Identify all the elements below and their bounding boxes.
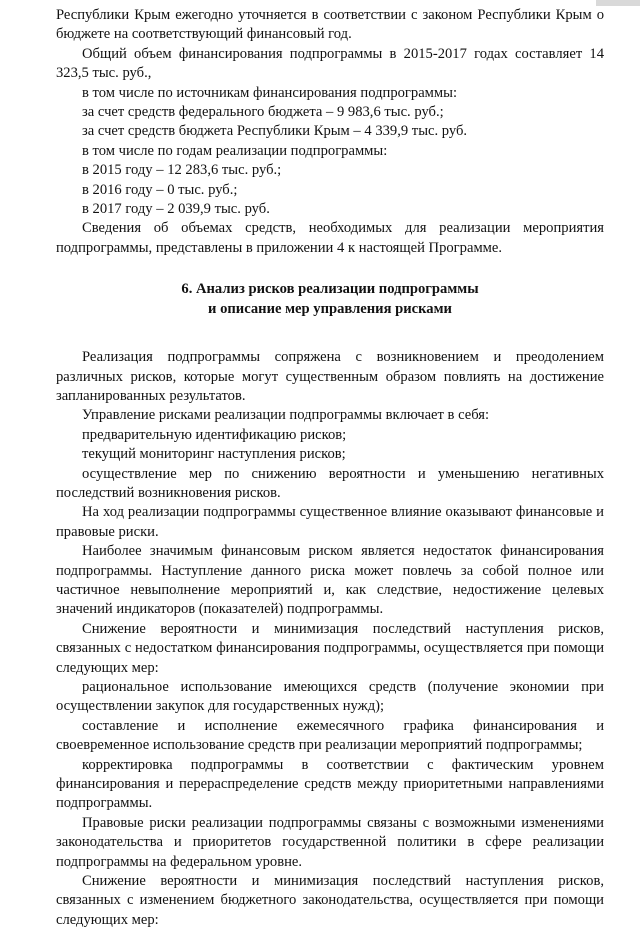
paragraph: Наиболее значимым финансовым риском является недостаток финансирования подпрограммы. Наступление данного риска может повлечь за собой полное или частичное невыполнение мероприятий и, как следствие, недостижение целевых значений индикаторов (показателей) подпрограммы. bbox=[56, 543, 604, 618]
paragraph: за счет средств бюджета Республики Крым – 4 339,9 тыс. руб. bbox=[82, 123, 468, 140]
paragraph: корректировка подпрограммы в соответствии с фактическим уровнем финансирования и перераспределение средств между приоритетными направлениями подпрограммы. bbox=[56, 756, 604, 812]
paragraph: На ход реализации подпрограммы существенное влияние оказывают финансовые и правовые риски. bbox=[56, 504, 604, 540]
paragraph: в 2016 году – 0 тыс. руб.; bbox=[82, 181, 238, 198]
paragraph: рациональное использование имеющихся средств (получение экономии при осуществлении закупок для государственных нужд); bbox=[56, 679, 604, 715]
paragraph: Республики Крым ежегодно уточняется в соответствии с законом Республики Крым о бюджете на соответствующий финансовый год. bbox=[56, 7, 604, 43]
paragraph: Реализация подпрограммы сопряжена с возникновением и преодолением различных рисков, которые могут существенным образом повлиять на достижение запланированных результатов. bbox=[56, 349, 604, 404]
paragraph: осуществление мер по снижению вероятности и уменьшению негативных последствий возникновения рисков. bbox=[56, 465, 604, 501]
section-heading-line-1: 6. Анализ рисков реализации подпрограммы bbox=[181, 281, 479, 298]
paragraph: в том числе по годам реализации подпрограммы: bbox=[82, 142, 388, 159]
paragraph: в 2017 году – 2 039,9 тыс. руб. bbox=[82, 201, 270, 218]
section-heading bbox=[56, 280, 604, 319]
funding-section bbox=[56, 6, 604, 258]
paragraph: предварительную идентификацию рисков; bbox=[82, 426, 347, 443]
paragraph: в 2015 году – 12 283,6 тыс. руб.; bbox=[82, 162, 282, 179]
paragraph: составление и исполнение ежемесячного графика финансирования и своевременное использование средств при реализации мероприятий подпрограммы; bbox=[56, 717, 604, 754]
section-heading-line-2: и описание мер управления рисками bbox=[208, 300, 452, 317]
paragraph: Снижение вероятности и минимизация последствий наступления рисков, связанных с недостатком финансирования подпрограммы, осуществляется при помощи следующих мер: bbox=[56, 620, 604, 676]
paragraph: в том числе по источникам финансирования подпрограммы: bbox=[82, 84, 458, 101]
paragraph: Сведения об объемах средств, необходимых для реализации мероприятия подпрограммы, представлены в приложении 4 к настоящей Программе. bbox=[56, 220, 604, 256]
paragraph: Снижение вероятности и минимизация последствий наступления рисков, связанных с изменением бюджетного законодательства, осуществляется при помощи следующих мер: bbox=[56, 873, 604, 928]
paragraph: текущий мониторинг наступления рисков; bbox=[82, 446, 346, 463]
risk-section bbox=[56, 348, 604, 930]
paragraph: за счет средств федерального бюджета – 9 983,6 тыс. руб.; bbox=[82, 104, 444, 121]
paragraph: Управление рисками реализации подпрограммы включает в себя: bbox=[82, 407, 490, 424]
paragraph: Общий объем финансирования подпрограммы в 2015-2017 годах составляет 14 323,5 тыс. руб., bbox=[56, 45, 604, 82]
document-page bbox=[56, 6, 604, 930]
paragraph: Правовые риски реализации подпрограммы связаны с возможными изменениями законодательства и приоритетов государственной политики в сфере реализации подпрограммы на федеральном уровне. bbox=[56, 814, 604, 870]
